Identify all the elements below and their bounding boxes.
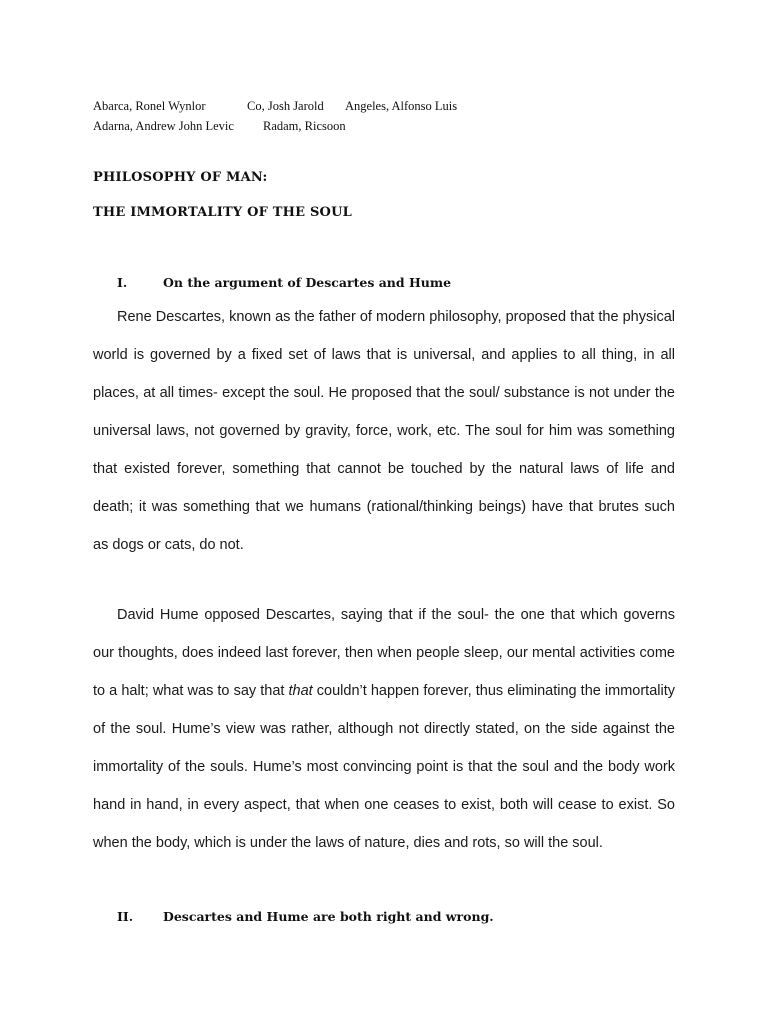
section-number: I. [117,275,128,290]
document-title: PHILOSOPHY OF MAN: [93,170,268,185]
paragraph-descartes: Rene Descartes, known as the father of modern philosophy, proposed that the physical world is governed by a fixed set of laws that is universal, and applies to all thing, in all places, at all times- except the soul. He proposed that the soul/ substance is not under the universal laws, not governed by gravity, force, work, etc. The soul for him was something that existed forever, something that cannot be touched by the natural laws of life and death; it was something that we humans (rational/thinking beings) have that brutes such as dogs or cats, do not. [93,309,675,553]
document-subtitle: THE IMMORTALITY OF THE SOUL [93,205,352,220]
emphasis-text: that [288,683,313,699]
section-title: On the argument of Descartes and Hume [163,275,452,290]
section-number: II. [117,909,134,924]
paragraph-hume [93,596,675,862]
author-name: Abarca, Ronel Wynlor [93,99,206,113]
paragraph-text: David Hume opposed Descartes, saying that if the soul- the one that which governs our thoughts, does indeed last forever, then when people sleep, our mental activities come to a halt; what was to say that [93,607,675,699]
author-name: Angeles, Alfonso Luis [345,99,458,113]
author-name: Adarna, Andrew John Levic [93,119,234,133]
paragraph-text: couldn’t happen forever, thus eliminating the immortality of the soul. Hume’s view was rather, although not directly stated, on the side against the immortality of the souls. Hume’s most convincing point is that the soul and the body work hand in hand, in every aspect, that when one ceases to exist, both will cease to exist. So when the body, which is under the laws of nature, dies and rots, so will the soul. [93,683,675,851]
author-name: Co, Josh Jarold [247,99,324,113]
section-title: Descartes and Hume are both right and wrong. [163,909,494,924]
author-name: Radam, Ricsoon [263,119,346,133]
